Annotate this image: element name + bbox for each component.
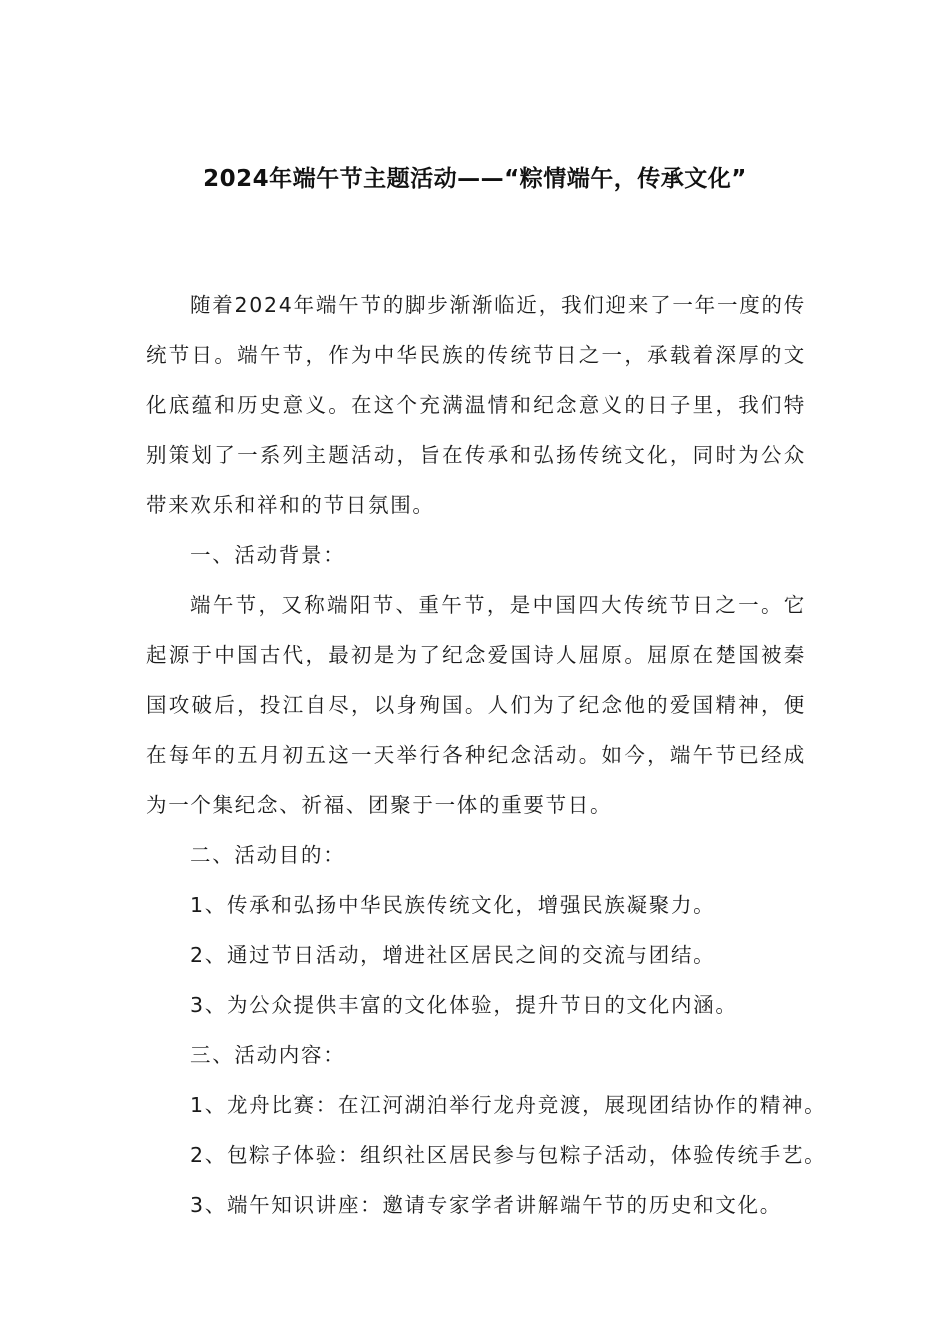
document-body	[146, 280, 827, 1230]
intro-paragraph: 随着2024年端午节的脚步渐渐临近，我们迎来了一年一度的传统节日。端午节，作为中华民族的传统节日之一，承载着深厚的文化底蕴和历史意义。在这个充满温情和纪念意义的日子里，我们特别策划了一系列主题活动，旨在传承和弘扬传统文化，同时为公众带来欢乐和祥和的节日氛围。	[146, 293, 806, 517]
purpose-item: 1、传承和弘扬中华民族传统文化，增强民族凝聚力。	[190, 893, 716, 917]
purpose-item: 3、为公众提供丰富的文化体验，提升节日的文化内涵。	[190, 993, 738, 1017]
purpose-item: 2、通过节日活动，增进社区居民之间的交流与团结。	[190, 943, 716, 967]
background-paragraph: 端午节，又称端阳节、重午节，是中国四大传统节日之一。它起源于中国古代，最初是为了纪念爱国诗人屈原。屈原在楚国被秦国攻破后，投江自尽，以身殉国。人们为了纪念他的爱国精神，便在每年的五月初五这一天举行各种纪念活动。如今，端午节已经成为一个集纪念、祈福、团聚于一体的重要节日。	[146, 593, 806, 817]
section-heading-background: 一、活动背景：	[190, 543, 346, 567]
content-item: 2、包粽子体验：组织社区居民参与包粽子活动，体验传统手艺。	[190, 1143, 827, 1167]
document-title: 2024年端午节主题活动——“粽情端午，传承文化”	[203, 166, 747, 192]
section-heading-purpose: 二、活动目的：	[190, 843, 346, 867]
content-item: 3、端午知识讲座：邀请专家学者讲解端午节的历史和文化。	[190, 1193, 782, 1217]
content-item: 1、龙舟比赛：在江河湖泊举行龙舟竞渡，展现团结协作的精神。	[190, 1093, 827, 1117]
section-heading-content: 三、活动内容：	[190, 1043, 346, 1067]
